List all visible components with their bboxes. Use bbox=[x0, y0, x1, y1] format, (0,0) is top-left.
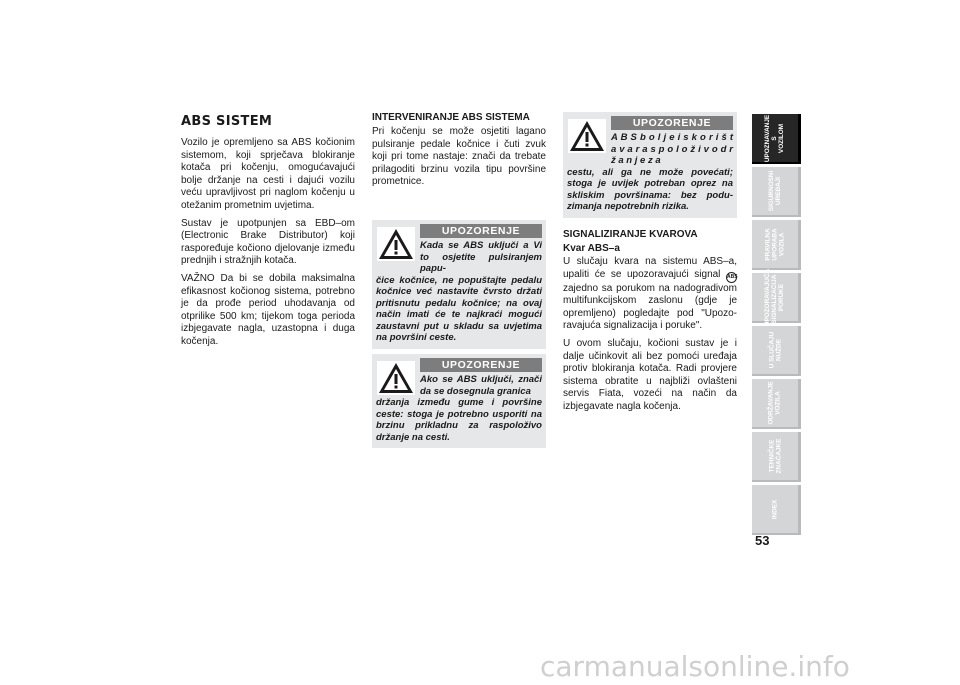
tab-label: PRAVILNA UPORABA VOZILA bbox=[764, 227, 786, 261]
tab-sigurnosni-uredaji[interactable] bbox=[752, 167, 801, 217]
tab-label: ODRŽAVANJE VOZILA bbox=[768, 381, 782, 425]
tab-index[interactable] bbox=[752, 485, 801, 535]
paragraph-text: zajedno sa porukom na nadogradivom multifunkcijskom zaslonu (gdje je opremljeno) pogledajte pod "Upozoravajuća signalizacija i poruke". bbox=[563, 282, 737, 332]
column-abs-intervention bbox=[372, 112, 546, 194]
warning-box bbox=[372, 354, 546, 448]
section-title: ABS SISTEM bbox=[181, 114, 273, 129]
warning-triangle-icon bbox=[377, 361, 415, 395]
paragraph: VAŽNO Da bi se dobila maksimalna efikasnost kočionog sistema, potrebno je da prođe period uhodavanja od otprilike 500 km; tijekom toga perioda izbjegavate nagla, uzastopna i duga kočenja. bbox=[181, 272, 355, 347]
page-number: 53 bbox=[755, 533, 770, 548]
warning-heading: UPOZORENJE bbox=[611, 116, 733, 130]
paragraph-text: U slučaju kvara na sistemu ABS–a, upaliti će se upozoravajući signal bbox=[563, 256, 737, 280]
paragraph: Vozilo je opremljeno sa ABS kočionim sistemom, koji sprječava blokiranje kotača pri kočenju, omogućavajući bolje držanje na cesti i dajući vozilu veću upravljivost pri naglom kočenju u otežanim prometnim uvjetima. bbox=[181, 137, 355, 211]
paragraph: Sustav je upotpunjen sa EBD–om (Electronic Brake Distributor) koji raspoređuje kočiono djelovanje između prednjih i stražnjih kotača. bbox=[181, 217, 355, 267]
column-abs-system bbox=[181, 112, 355, 354]
tab-label: UPOZNAVANJE S VOZILOM bbox=[764, 114, 786, 162]
warning-body-text: držanja između gume i površine ceste: stoga je potrebno usporiti na brzinu prikladnu za raspoloživo držanje na cesti. bbox=[376, 397, 542, 443]
section-subheading: INTERVENIRANJE ABS SISTEMA bbox=[372, 112, 530, 123]
section-subheading: SIGNALIZIRANJE KVAROVA bbox=[563, 229, 698, 240]
warning-lead-text: Kada se ABS uključi a Vi to osjetite pulsiranjem papu- bbox=[420, 240, 542, 274]
warning-body-text: cestu, ali ga ne može povećati; stoga je uvijek potreban oprez na skliskim površinama: bez poduzimanja nepotrebnih rizika. bbox=[567, 166, 733, 212]
tab-tehnicke-znacajke[interactable] bbox=[752, 432, 801, 482]
tab-u-slucaju-nuzde[interactable] bbox=[752, 326, 801, 376]
watermark: carmanualsonline.info bbox=[540, 650, 850, 683]
paragraph: Pri kočenju se može osjetiti lagano pulsiranje pedale kočnice i čuti zvuk koji pri tome nastaje: znači da trebate prilagoditi brzinu vozila tipu površine prometnice. bbox=[372, 126, 546, 188]
warning-lead-text: Ako se ABS uključi, znači da se dosegnula granica bbox=[420, 374, 542, 397]
section-subheading-2: Kvar ABS–a bbox=[563, 243, 620, 254]
tab-odrzavanje-vozila[interactable] bbox=[752, 379, 801, 429]
tab-label: UPOZORAVAJUĆA SIGNALIZACIJA I PORUKE bbox=[764, 268, 786, 326]
warning-box bbox=[372, 220, 546, 349]
tab-label: SIGURNOSNI UREĐAJI bbox=[767, 170, 782, 212]
paragraph: U ovom slučaju, kočioni sustav je i dalje učinkovit ali bez pomoći uređaja protiv blokiranja kotača. Radi provjere sistema obratite u najbliži ovlašteni servis Fiata, vozeći na način da izbjegavate nagla kočenja. bbox=[563, 337, 737, 412]
warning-box bbox=[563, 112, 737, 218]
warning-triangle-icon bbox=[377, 227, 415, 261]
chapter-tabs bbox=[752, 114, 801, 538]
tab-label: TEHNIČKE ZNAČAJKE bbox=[767, 438, 782, 474]
warning-triangle-icon bbox=[568, 119, 606, 153]
tab-upozoravajuca-signalizacija[interactable] bbox=[752, 268, 801, 326]
warning-heading: UPOZORENJE bbox=[420, 224, 542, 238]
paragraph bbox=[563, 256, 737, 333]
column-fault-signals bbox=[563, 229, 737, 419]
warning-heading: UPOZORENJE bbox=[420, 358, 542, 372]
abs-warning-light-icon: ABS bbox=[726, 272, 737, 283]
tab-label: U SLUČAJU NUŽDE bbox=[767, 331, 782, 369]
warning-body-text: čice kočnice, ne popuštajte pedalu kočnice već nastavite čvrsto držati pritisnutu pedalu kočnice; na ovaj način imati će te najkraći mogući zaustavni put u skladu sa uvjetima na površini ceste. bbox=[376, 274, 542, 343]
tab-pravilna-uporaba-vozila[interactable] bbox=[752, 220, 801, 270]
tab-label: INDEX bbox=[771, 499, 779, 519]
warning-lead-text: A B S b o l j e i s k o r i š t a v a r a s p o l o ž i v o d r ž a n j e z a bbox=[611, 132, 733, 166]
tab-upoznavanje-s-vozilom[interactable] bbox=[752, 114, 801, 164]
